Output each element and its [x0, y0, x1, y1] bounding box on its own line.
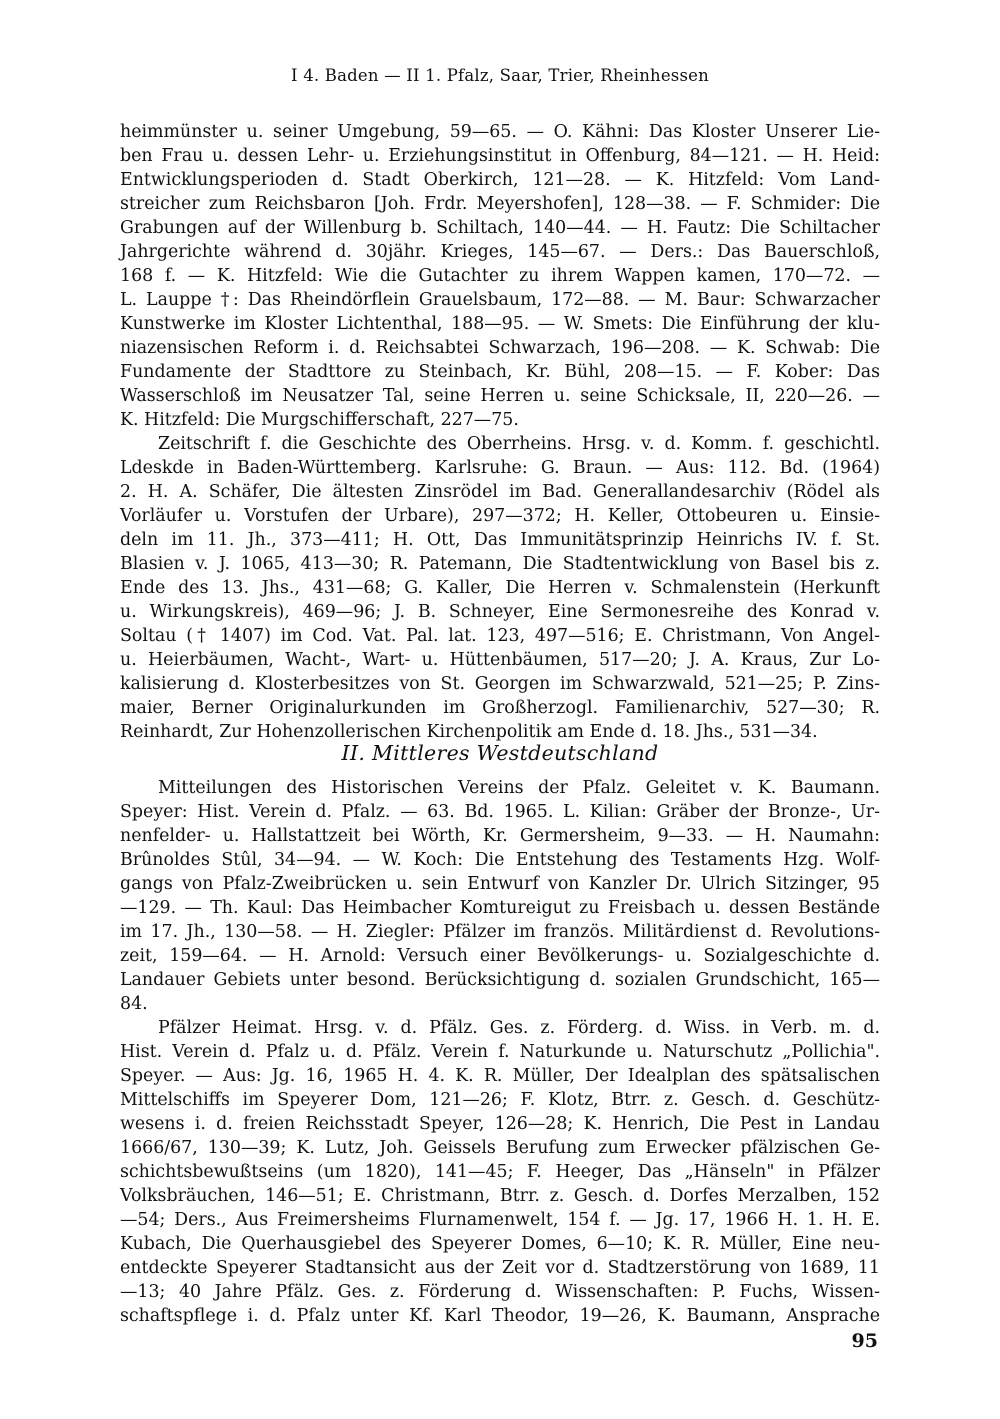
text-line: Jahrgerichte während d. 30jähr. Krieges, 145—67. — Ders.: Das Bauerschloß,: [120, 242, 880, 262]
text-line: 168 f. — K. Hitzfeld: Wie die Gutachter zu ihrem Wappen kamen, 170—72. —: [120, 266, 880, 286]
entry-first-line: Mitteilungen des Historischen Vereins der Pfalz. Geleitet v. K. Baumann.: [158, 778, 880, 798]
text-line: Grabungen auf der Willenburg b. Schiltach, 140—44. — H. Fautz: Die Schiltacher: [120, 218, 880, 238]
text-line: Landauer Gebiets unter besond. Berücksichtigung d. sozialen Grundschicht, 165—: [120, 970, 880, 990]
text-line: —13; 40 Jahre Pfälz. Ges. z. Förderung d. Wissenschaften: P. Fuchs, Wissen-: [120, 1282, 880, 1302]
text-line: Fundamente der Stadttore zu Steinbach, Kr. Bühl, 208—15. — F. Kober: Das: [120, 362, 880, 382]
text-line: gangs von Pfalz-Zweibrücken u. sein Entwurf von Kanzler Dr. Ulrich Sitzinger, 95: [120, 874, 880, 894]
text-line: u. Heierbäumen, Wacht-, Wart- u. Hüttenbäumen, 517—20; J. A. Kraus, Zur Lo-: [120, 650, 880, 670]
text-line: wesens i. d. freien Reichsstadt Speyer, 126—28; K. Henrich, Die Pest in Landau: [120, 1114, 880, 1134]
text-line: schichtsbewußtseins (um 1820), 141—45; F. Heeger, Das „Hänseln" in Pfälzer: [120, 1162, 880, 1182]
text-line: Volksbräuchen, 146—51; E. Christmann, Btrr. z. Gesch. d. Dorfes Merzalben, 152: [120, 1186, 880, 1206]
text-line: Hist. Verein d. Pfalz u. d. Pfälz. Verein f. Naturkunde u. Naturschutz „Pollichia".: [120, 1042, 880, 1062]
text-line: Kunstwerke im Kloster Lichtenthal, 188—95. — W. Smets: Die Einführung der klu-: [120, 314, 880, 334]
text-line: L. Lauppe †: Das Rheindörflein Grauelsbaum, 172—88. — M. Baur: Schwarzacher: [120, 290, 880, 310]
text-line: kalisierung d. Klosterbesitzes von St. Georgen im Schwarzwald, 521—25; P. Zins-: [120, 674, 880, 694]
text-line: —54; Ders., Aus Freimersheims Flurnamenwelt, 154 f. — Jg. 17, 1966 H. 1. H. E.: [120, 1210, 880, 1230]
running-header: I 4. Baden — II 1. Pfalz, Saar, Trier, Rheinhessen: [291, 66, 709, 85]
section-heading: II. Mittleres Westdeutschland: [341, 741, 659, 765]
text-line: 84.: [120, 994, 148, 1014]
text-line: maier, Berner Originalurkunden im Großherzogl. Familienarchiv, 527—30; R.: [120, 698, 880, 718]
text-line: Ende des 13. Jhs., 431—68; G. Kaller, Die Herren v. Schmalenstein (Herkunft: [120, 578, 880, 598]
text-line: heimmünster u. seiner Umgebung, 59—65. — O. Kähni: Das Kloster Unserer Lie-: [120, 122, 880, 142]
text-line: Wasserschloß im Neusatzer Tal, seine Herren u. seine Schicksale, II, 220—26. —: [120, 386, 880, 406]
text-line: nenfelder- u. Hallstattzeit bei Wörth, Kr. Germersheim, 9—33. — H. Naumahn:: [120, 826, 880, 846]
text-line: Mittelschiffs im Speyerer Dom, 121—26; F. Klotz, Btrr. z. Gesch. d. Geschütz-: [120, 1090, 880, 1110]
text-line: Entwicklungsperioden d. Stadt Oberkirch, 121—28. — K. Hitzfeld: Vom Land-: [120, 170, 880, 190]
text-line: Ldeskde in Baden-Württemberg. Karlsruhe: G. Braun. — Aus: 112. Bd. (1964): [120, 458, 880, 478]
page-number: 95: [851, 1330, 878, 1352]
text-line: Speyer: Hist. Verein d. Pfalz. — 63. Bd. 1965. L. Kilian: Gräber der Bronze-, Ur-: [120, 802, 880, 822]
text-line: zeit, 159—64. — H. Arnold: Versuch einer Bevölkerungs- u. Sozialgeschichte d.: [120, 946, 880, 966]
text-line: schaftspflege i. d. Pfalz unter Kf. Karl Theodor, 19—26, K. Baumann, Ansprache: [120, 1306, 880, 1326]
text-line: Blasien v. J. 1065, 413—30; R. Patemann, Die Stadtentwicklung von Basel bis z.: [120, 554, 880, 574]
text-line: Speyer. — Aus: Jg. 16, 1965 H. 4. K. R. Müller, Der Idealplan des spätsalischen: [120, 1066, 880, 1086]
text-line: Soltau († 1407) im Cod. Vat. Pal. lat. 123, 497—516; E. Christmann, Von Angel-: [120, 626, 880, 646]
text-line: Brûnoldes Stûl, 34—94. — W. Koch: Die Entstehung des Testaments Hzg. Wolf-: [120, 850, 880, 870]
entry-first-line: Pfälzer Heimat. Hrsg. v. d. Pfälz. Ges. z. Förderg. d. Wiss. in Verb. m. d.: [158, 1018, 880, 1038]
text-line: entdeckte Speyerer Stadtansicht aus der Zeit vor d. Stadtzerstörung von 1689, 11: [120, 1258, 880, 1278]
text-line: streicher zum Reichsbaron [Joh. Frdr. Meyershofen], 128—38. — F. Schmider: Die: [120, 194, 880, 214]
text-line: Kubach, Die Querhausgiebel des Speyerer Domes, 6—10; K. R. Müller, Eine neu-: [120, 1234, 880, 1254]
text-line: Vorläufer u. Vorstufen der Urbare), 297—372; H. Keller, Ottobeuren u. Einsie-: [120, 506, 880, 526]
text-line: u. Wirkungskreis), 469—96; J. B. Schneyer, Eine Sermonesreihe des Konrad v.: [120, 602, 880, 622]
text-line: 1666/67, 130—39; K. Lutz, Joh. Geissels Berufung zum Erwecker pfälzischen Ge-: [120, 1138, 880, 1158]
text-line: K. Hitzfeld: Die Murgschifferschaft, 227—75.: [120, 410, 519, 430]
text-line: —129. — Th. Kaul: Das Heimbacher Komtureigut zu Freisbach u. dessen Bestände: [120, 898, 880, 918]
text-line: 2. H. A. Schäfer, Die ältesten Zinsrödel im Bad. Generallandesarchiv (Rödel als: [120, 482, 880, 502]
text-line: im 17. Jh., 130—58. — H. Ziegler: Pfälzer im französ. Militärdienst d. Revolutions-: [120, 922, 880, 942]
text-line: deln im 11. Jh., 373—411; H. Ott, Das Immunitätsprinzip Heinrichs IV. f. St.: [120, 530, 880, 550]
text-line: Reinhardt, Zur Hohenzollerischen Kirchenpolitik am Ende d. 18. Jhs., 531—34.: [120, 722, 818, 742]
text-line: niazensischen Reform i. d. Reichsabtei Schwarzach, 196—208. — K. Schwab: Die: [120, 338, 880, 358]
text-line: ben Frau u. dessen Lehr- u. Erziehungsinstitut in Offenburg, 84—121. — H. Heid:: [120, 146, 880, 166]
entry-first-line: Zeitschrift f. die Geschichte des Oberrheins. Hrsg. v. d. Komm. f. geschichtl.: [158, 434, 880, 454]
